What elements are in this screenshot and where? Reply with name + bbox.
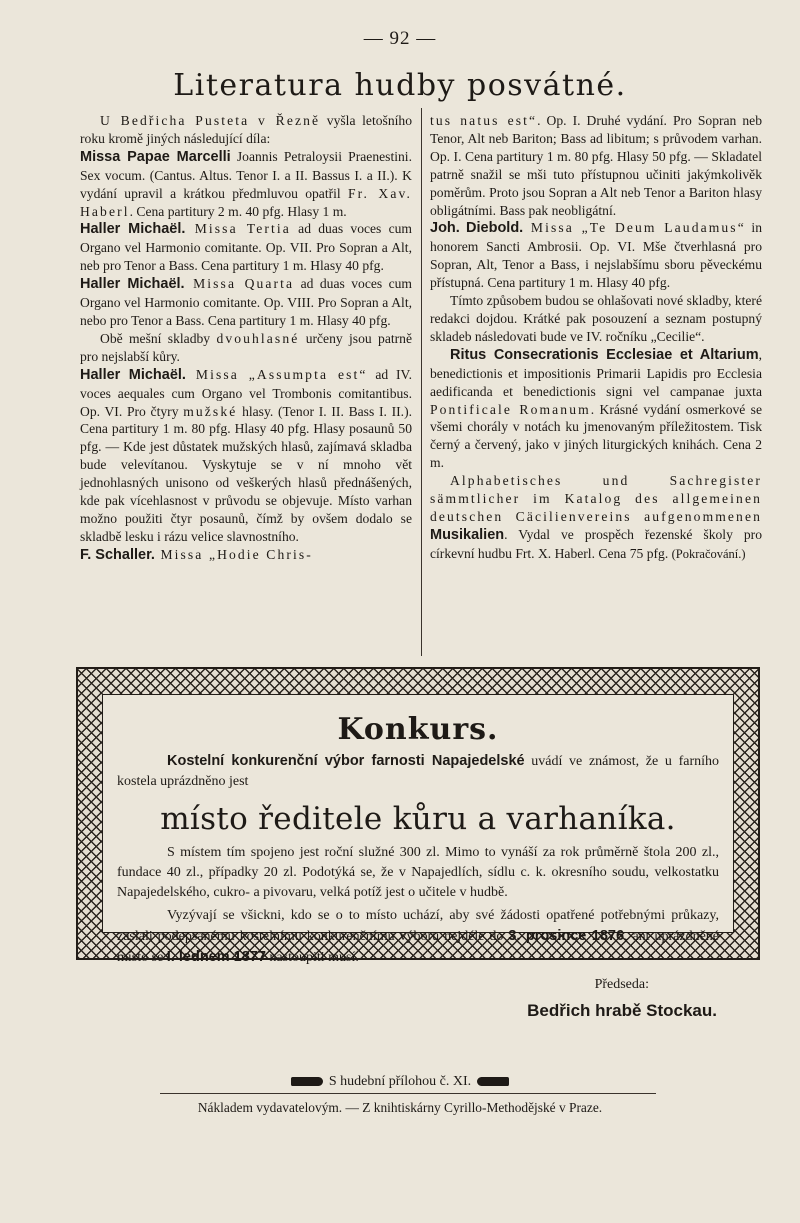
work-title: Missa „Assumpta est“ [185, 366, 368, 382]
paragraph [430, 346, 762, 472]
paragraph [80, 220, 412, 275]
composer-name: Haller Michaël. [80, 366, 186, 383]
page-title: Literatura hudby posvátné. [173, 68, 627, 103]
text: in honorem Sancti Ambrosii. Op. VI. Mše čtverhlasná pro Sopran, Alt, Tenor a Bass, i nejslabšímu sboru pěveckému přístupná. Cena partitury 1 m. Hlasy 40 pfg. [430, 220, 763, 291]
ad-paragraph: S místem tím spojeno jest roční služné 300 zl. Mimo to vynáší za rok průměrně štola 200 zl., fundace 40 zl., případky 20 zl. Podotýká se, že v Napajedlích, sídlu c. k. okresního soudu, velkostatku Napajedelského, cukro- a pivovaru, velká potíž jest o učitele v hudbě. [117, 845, 719, 900]
chair-name: Bedřich hrabě Stockau. [527, 1001, 717, 1020]
paragraph [430, 472, 762, 564]
work-title: Missa Tertia [185, 221, 291, 237]
deadline-date: 3. prosince 1876 [508, 928, 625, 944]
ad-intro [117, 751, 719, 792]
ad-paragraph [117, 906, 719, 968]
work-title: Missa Quarta [184, 276, 295, 292]
chair-label: Předseda: [594, 977, 649, 992]
emphasis: dvouhlasné [216, 330, 300, 346]
paragraph [80, 148, 412, 221]
paragraph [80, 546, 412, 565]
emphasis: Musikalien [430, 526, 505, 543]
page-number: — 92 — [363, 28, 437, 49]
text: . Op. I. Druhé vydání. Pro Sopran neb Tenor, Alt neb Bariton; Bass ad libitum; s průvodem varhan. Op. I. Cena partitury 1 m. 80 pfg. Hlasy 50 pfg. — Skladatel patrně snažil se mši tuto přístupnou učiniti jakýmkolivěk poměrům. Proto jsou Sopran a Alt neb Tenor a Bariton hlasy obligátními. Bass pak neobligátní. [430, 113, 763, 218]
advertisement [102, 694, 734, 1020]
composer-name: Joh. Diebold. [430, 220, 524, 237]
text: určeny jsou patrně pro nejslabší kůry. [80, 330, 412, 364]
paragraph: Tímto způsobem budou se ohlašovati nové skladby, které redakci dojdou. Krátké pak posouzení a seznam postupný skladeb následovati bude ve IV. ročníku „Cecilie“. [430, 293, 762, 344]
divider [160, 1093, 656, 1094]
work-title: Ritus Consecrationis Ecclesiae et Altarium [450, 346, 759, 363]
start-date: I. lednem 1877 [166, 949, 266, 965]
text: vyšla letošního roku kromě jiných následující díla: [80, 113, 412, 146]
paragraph [80, 275, 412, 330]
text: Joannis Petraloysii Praenestini. Sex vocum. (Cantus. Altus. Tenor I. a II. Bassus I. a II.). K vydání upravil a krátkou předmluvou opatřil [80, 148, 412, 201]
text: Vyzývají se všickni, kdo se o to místo uchází, aby své žádosti opatřené potřebnými průkazy, zaslali podepsanému kostelnímu konkurenčnímu výboru nejdéle do [117, 908, 719, 944]
text: . Vydal ve prospěch řezenské školy pro církevní hudbu Frt. X. Haberl. Cena 75 pfg. [430, 526, 762, 561]
text: hlasy. (Tenor I. II. Bass I. II.). Cena partitury 1 m. 80 pfg. Hlasy 40 pfg. Hlasy posaunů 50 pfg. — Kde jest důstatek mužských hlasů, zajímavá skladba bude velevítanou. Vyskytuje se v ní mnoho vět jednohlasných unisono od veškerých hlasů přednášených, kde pak vícehlasnost v průvodu se objevuje. Místo varhan možno použiti čtyr posaunů, čímž by ovšem dodalo se skladbě lesku i rázu velice slavnostního. [80, 403, 412, 544]
paragraph [80, 330, 412, 366]
text: . Cena partitury 2 m. 40 pfg. Hlasy 1 m. [129, 203, 347, 219]
composer-name: Haller Michaël. [80, 276, 185, 293]
paragraph [80, 112, 412, 148]
supplement-note [0, 1074, 800, 1090]
paragraph [80, 366, 412, 546]
text: ad duas voces cum Organo vel Harmonio comitante. Op. VIII. Pro Sopran a Alt, nebo pro Tenor a Bass. Cena partitury 1 m. Hlasy 40 pfg. [80, 276, 413, 328]
paragraph [430, 219, 762, 292]
composer-name: F. Schaller. [80, 546, 155, 563]
work-title: Missa Papae Marcelli [80, 148, 231, 165]
composer-name: Haller Michaël. [80, 221, 186, 238]
pointing-hand-right-icon [291, 1077, 323, 1086]
publisher-name: U Bedřicha Pusteta v Řezně [100, 113, 321, 128]
editor-name: Fr. Xav. Haberl [80, 185, 412, 219]
text: ad IV. voces aequales cum Organo vel Trombonis comitantibus. Op. VI. Pro čtyry [80, 366, 412, 419]
committee-name: Kostelní konkurenční výbor farnosti Napajedelské [167, 753, 525, 769]
imprint: Nákladem vydavatelovým. — Z knihtiskárny Cyrillo-Methodějské v Praze. [197, 1100, 603, 1115]
text: , benedictionis et impositionis Primarii Lapidis pro Ecclesia aedificanda et benedictionis signi vel campanae juxta [430, 346, 762, 399]
text: Obě mešní skladby [100, 330, 217, 346]
ad-headline: místo ředitele kůru a varhaníka. [160, 801, 676, 837]
text: ad duas voces cum Organo vel Harmonio comitante. Op. VII. Pro Sopran a Alt, neb pro Tenor a Bass. Cena partitury 1 m. Hlasy 40 pfg. [80, 221, 412, 274]
emphasis: Pontificale Romanum [430, 401, 591, 417]
pointing-hand-left-icon [477, 1077, 509, 1086]
text: uvádí ve známost, že u farního kostela uprázdněno jest [117, 754, 719, 789]
work-title: Missa „Hodie Chris- [154, 546, 313, 562]
text: . Krásné vydání osmerkové se všemi chorály v notách ku jmenovaným příležitostem. Tisk černý a červený, jako v jiných liturgických knihách. Cena 2 m. [430, 401, 763, 471]
continued-note: (Pokračování.) [671, 546, 746, 561]
text-columns [80, 112, 762, 565]
right-column [430, 112, 762, 565]
advertisement-border [76, 667, 760, 1020]
emphasis: mužské [183, 403, 238, 419]
text: nastoupiti musí. [265, 950, 359, 965]
work-title: Missa „Te Deum Laudamus“ [523, 220, 746, 236]
supplement-text: S hudební přílohou č. XI. [328, 1074, 472, 1089]
text: , ant uprázdněné místo se [117, 929, 720, 965]
work-title: Alphabetisches und Sachregister sämmtlicher im Katalog des allgemeinen deutschen Cäcilienvereins aufgenommenen [430, 473, 762, 524]
left-column [80, 112, 412, 565]
ad-title: Konkurs. [337, 712, 499, 747]
paragraph [430, 112, 762, 219]
work-title: tus natus est“ [430, 113, 538, 128]
